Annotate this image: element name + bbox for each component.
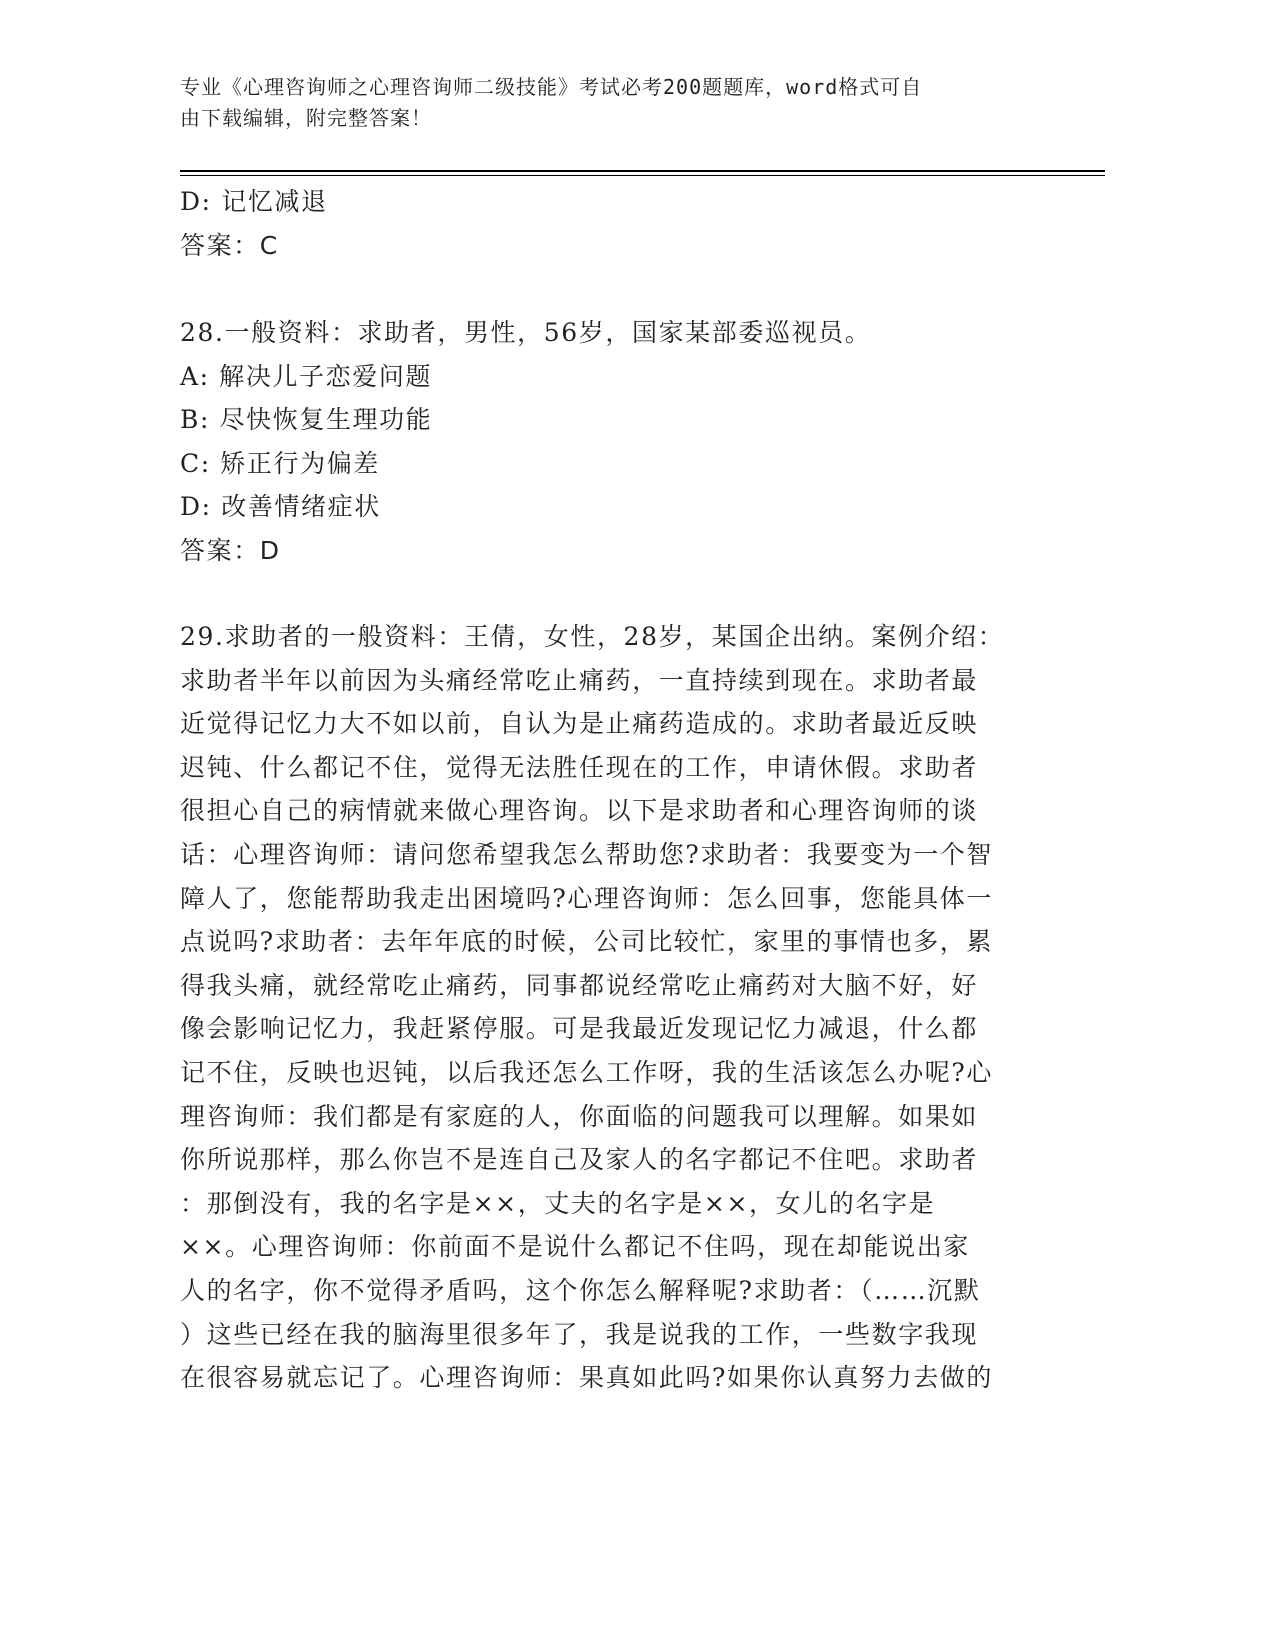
question-29-line: 人的名字，你不觉得矛盾吗，这个你怎么解释呢?求助者：（……沉默 <box>180 1276 981 1305</box>
option-c: C: 矫正行为偏差 <box>180 449 380 478</box>
answer: 答案：C <box>180 231 279 260</box>
header-line: 由下载编辑，附完整答案！ <box>180 106 432 130</box>
page-header <box>180 72 922 134</box>
header-line: 专业《心理咨询师之心理咨询师二级技能》考试必考200题题库，word格式可自 <box>180 75 923 99</box>
question-29-line: 记不住，反映也迟钝，以后我还怎么工作呀，我的生活该怎么办呢?心 <box>180 1058 994 1087</box>
header-divider <box>180 170 1105 172</box>
question-29-line: 29.求助者的一般资料：王倩，女性，28岁，某国企出纳。案例介绍： <box>180 622 1005 651</box>
question-28-stem: 28.一般资料：求助者，男性，56岁，国家某部委巡视员。 <box>180 318 872 347</box>
question-29-line: 点说吗?求助者：去年年底的时候，公司比较忙，家里的事情也多，累 <box>180 927 994 957</box>
question-29-line: 得我头痛，就经常吃止痛药，同事都说经常吃止痛药对大脑不好，好 <box>180 970 979 1000</box>
answer: 答案：D <box>180 536 281 565</box>
question-29-line: 迟钝、什么都记不住，觉得无法胜任现在的工作，申请休假。求助者 <box>180 752 979 782</box>
question-29-line: ××。心理咨询师：你前面不是说什么都记不住吗，现在却能说出家 <box>180 1232 970 1262</box>
question-29-line: 近觉得记忆力大不如以前，自认为是止痛药造成的。求助者最近反映 <box>180 709 979 739</box>
question-29-line: 像会影响记忆力，我赶紧停服。可是我最近发现记忆力减退，什么都 <box>180 1014 979 1044</box>
question-29-line: ）这些已经在我的脑海里很多年了，我是说我的工作，一些数字我现 <box>180 1319 979 1349</box>
question-29-line: 理咨询师：我们都是有家庭的人，你面临的问题我可以理解。如果如 <box>180 1101 979 1131</box>
question-29-line: 话：心理咨询师：请问您希望我怎么帮助您?求助者：我要变为一个智 <box>180 840 994 869</box>
option-d: D: 记忆减退 <box>180 187 328 216</box>
question-29-line: 求助者半年以前因为头痛经常吃止痛药，一直持续到现在。求助者最 <box>180 665 979 695</box>
question-29-line: 在很容易就忘记了。心理咨询师：果真如此吗?如果你认真努力去做的 <box>180 1363 994 1393</box>
question-29-line: 障人了，您能帮助我走出困境吗?心理咨询师：怎么回事，您能具体一 <box>180 883 994 913</box>
question-29-line: ：那倒没有，我的名字是××，丈夫的名字是××，女儿的名字是 <box>180 1188 936 1218</box>
header-divider <box>180 175 1105 176</box>
option-a: A: 解决儿子恋爱问题 <box>180 362 433 391</box>
question-29-line: 你所说那样，那么你岂不是连自己及家人的名字都记不住吧。求助者 <box>180 1145 979 1175</box>
question-29-line: 很担心自己的病情就来做心理咨询。以下是求助者和心理咨询师的谈 <box>180 796 979 826</box>
option-b: B: 尽快恢复生理功能 <box>180 405 433 434</box>
option-d: D: 改善情绪症状 <box>180 492 381 521</box>
